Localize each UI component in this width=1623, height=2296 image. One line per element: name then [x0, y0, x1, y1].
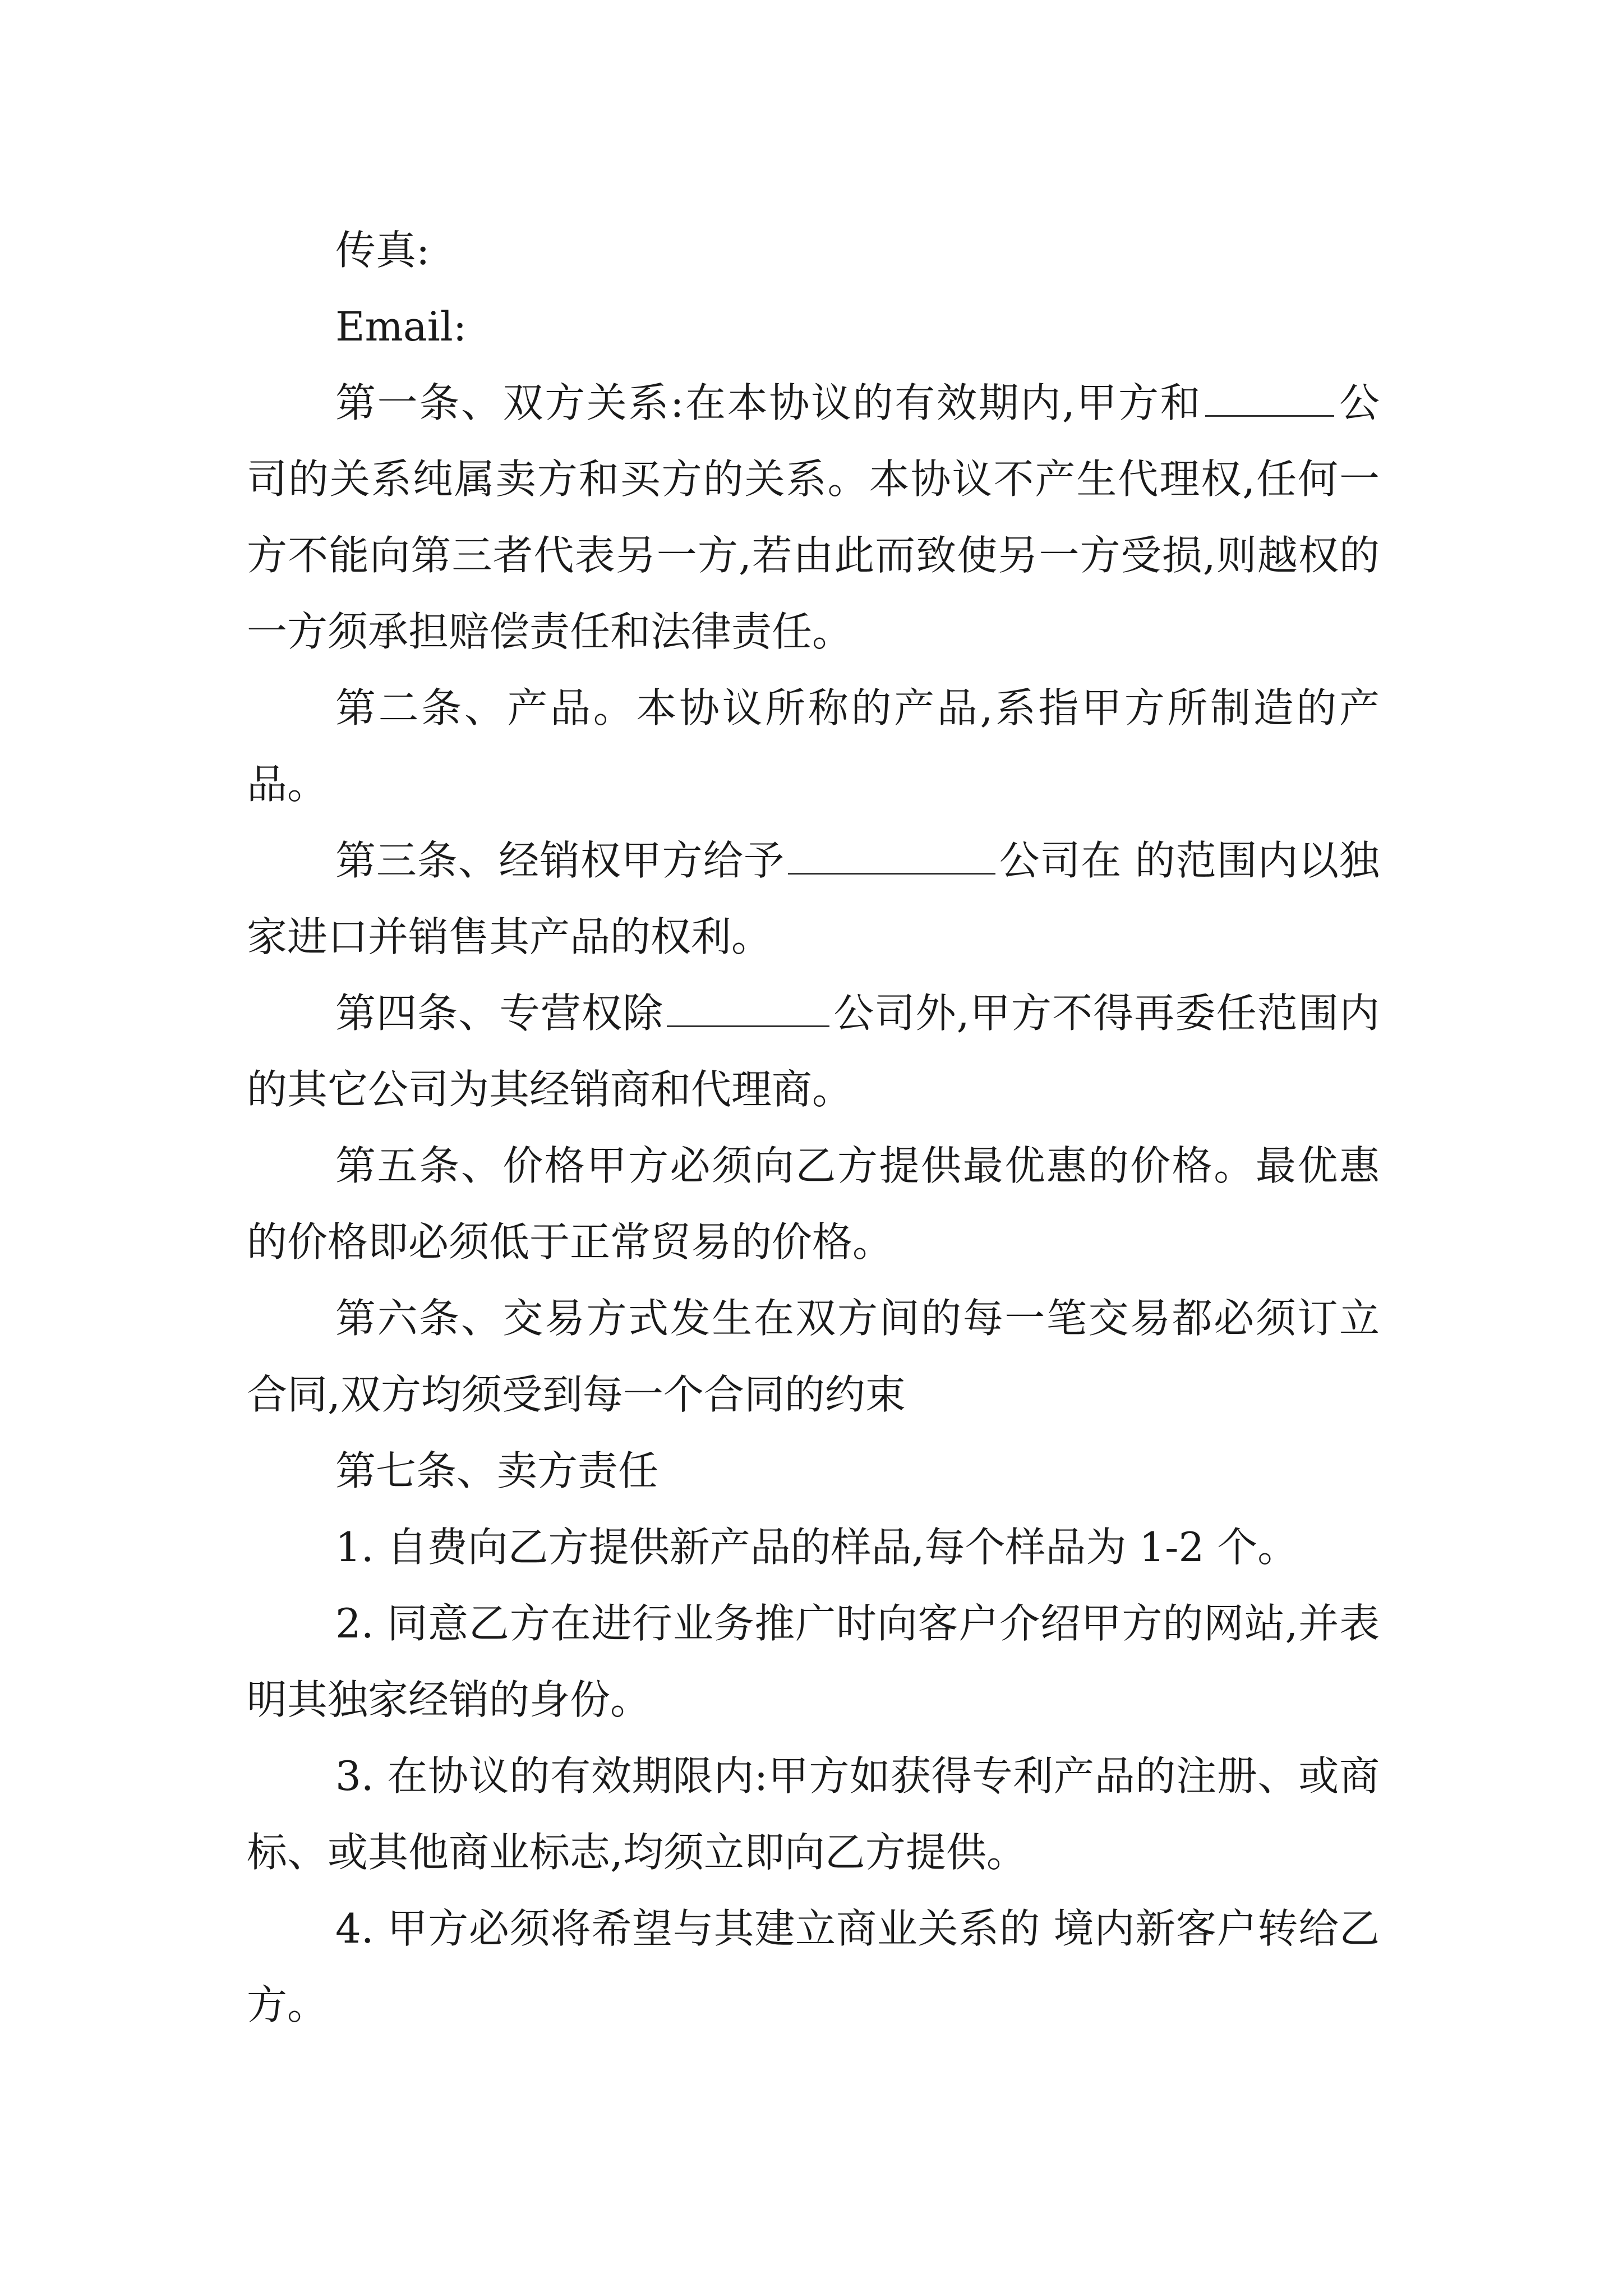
- article-3: [247, 822, 1380, 975]
- article-6: 第六条、交易方式发生在双方间的每一笔交易都必须订立合同,双方均须受到每一个合同的约束: [247, 1295, 1380, 1418]
- list-item: 2. 同意乙方在进行业务推广时向客户介绍甲方的网站,并表明其独家经销的身份。: [247, 1600, 1380, 1723]
- article-3-prefix: 第三条、经销权甲方给予: [335, 837, 785, 884]
- article-1: [247, 365, 1380, 670]
- article-4-prefix: 第四条、专营权除: [335, 990, 664, 1037]
- fax-line: 传真:: [335, 227, 430, 274]
- article-1-suffix: 公司的关系纯属卖方和买方的关系。本协议不产生代理权,任何一方不能向第三者代表另一方,若由此而致使另一方受损,则越权的一方须承担赔偿责任和法律责任。: [247, 379, 1380, 655]
- blank-line: [667, 990, 829, 1027]
- blank-line: [1205, 379, 1334, 417]
- article-7-title: 第七条、卖方责任: [335, 1447, 659, 1494]
- article-3-suffix: 公司在 的范围内以独家进口并销售其产品的权利。: [247, 837, 1380, 960]
- list-item: 3. 在协议的有效期限内:甲方如获得专利产品的注册、或商标、或其他商业标志,均须立即向乙方提供。: [247, 1752, 1380, 1876]
- email-line: Email:: [335, 303, 467, 350]
- article-4: [247, 975, 1380, 1128]
- article-5: 第五条、价格甲方必须向乙方提供最优惠的价格。最优惠的价格即必须低于正常贸易的价格。: [247, 1142, 1380, 1266]
- list-item: 1. 自费向乙方提供新产品的样品,每个样品为 1-2 个。: [335, 1524, 1298, 1571]
- article-2: 第二条、产品。本协议所称的产品,系指甲方所制造的产品。: [247, 684, 1380, 808]
- article-4-suffix: 公司外,甲方不得再委任范围内的其它公司为其经销商和代理商。: [247, 990, 1380, 1113]
- list-item: 4. 甲方必须将希望与其建立商业关系的 境内新客户转给乙方。: [247, 1905, 1380, 2028]
- document-body: [247, 212, 1380, 2043]
- blank-line: [788, 837, 995, 875]
- article-1-prefix: 第一条、双方关系:在本协议的有效期内,甲方和: [335, 379, 1202, 426]
